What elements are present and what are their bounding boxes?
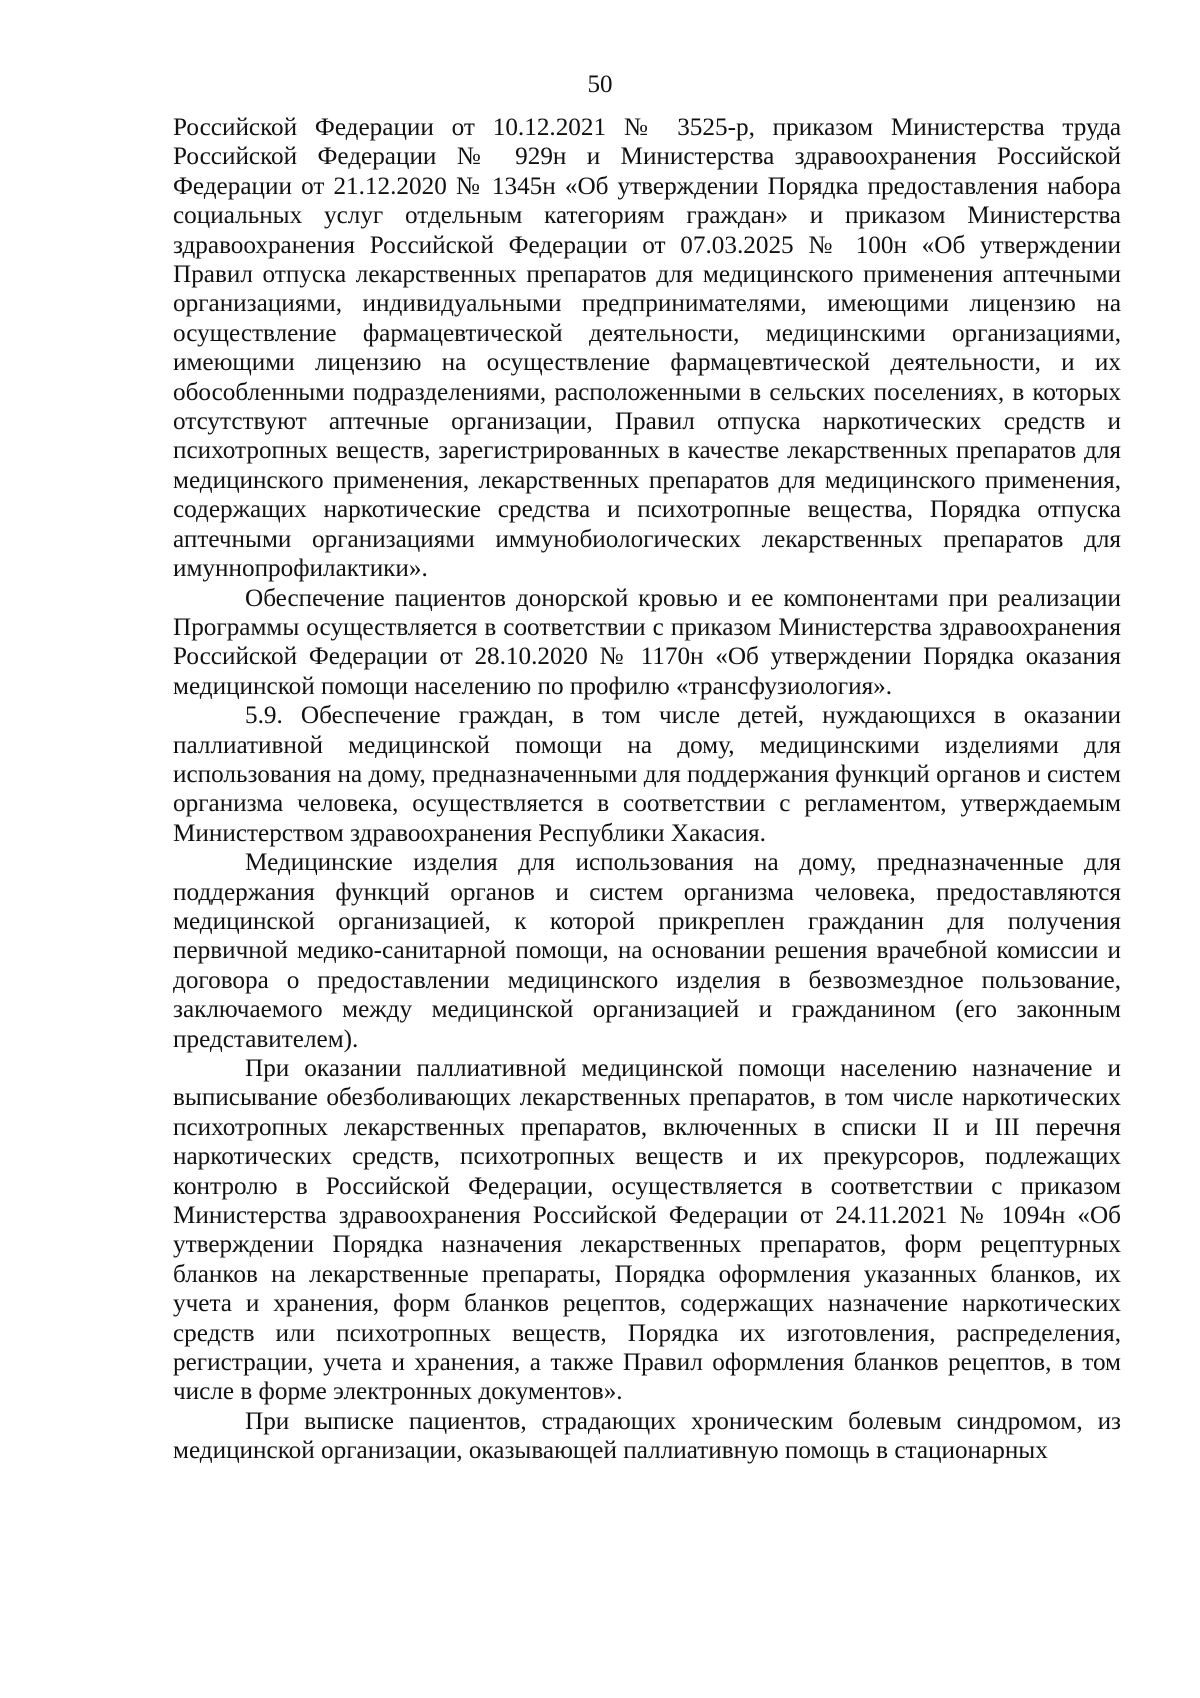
paragraph-patient-discharge: При выписке пациентов, страдающих хроническим болевым синдромом, из медицинской организации, оказывающей паллиативную помощь в стационарных [173,1407,1121,1465]
page-number: 50 [587,71,613,98]
paragraph-5-9-medical-devices: 5.9. Обеспечение граждан, в том числе детей, нуждающихся в оказании паллиативной медицинской помощи на дому, медицинскими изделиями для использования на дому, предназначенными для поддержания функций органов и систем организма человека, осуществляется в соответствии с регламентом, утверждаемым Министерством здравоохранения Республики Хакасия. [173,702,1121,847]
paragraph-regulations-continuation: Российской Федерации от 10.12.2021 № 3525-р, приказом Министерства труда Российской Федерации № 929н и Министерства здравоохранения Российской Федерации от 21.12.2020 № 1345н «Об утверждении Порядка предоставления набора социальных услуг отдельным категориям граждан» и приказом Министерства здравоохранения Российской Федерации от 07.03.2025 № 100н «Об утверждении Правил отпуска лекарственных препаратов для медицинского применения аптечными организациями, индивидуальными предпринимателями, имеющими лицензию на осуществление фармацевтической деятельности, медицинскими организациями, имеющими лицензию на осуществление фармацевтической деятельности, и их обособленными подразделениями, расположенными в сельских поселениях, в которых отсутствуют аптечные организации, Правил отпуска наркотических средств и психотропных веществ, зарегистрированных в качестве лекарственных препаратов для медицинского применения, лекарственных препаратов для медицинского применения, содержащих наркотические средства и психотропные вещества, Порядка отпуска аптечными организациями иммунобиологических лекарственных препаратов для имуннопрофилактики». [173,114,1121,583]
paragraph-home-devices-provision: Медицинские изделия для использования на дому, предназначенные для поддержания функций органов и систем организма человека, предоставляются медицинской организацией, к которой прикреплен гражданин для получения первичной медико-санитарной помощи, на основании решения врачебной комиссии и договора о предоставлении медицинского изделия в безвозмездное пользование, заключаемого между медицинской организацией и гражданином (его законным представителем). [173,849,1121,1053]
paragraph-palliative-analgesics: При оказании паллиативной медицинской помощи населению назначение и выписывание обезболивающих лекарственных препаратов, в том числе наркотических психотропных лекарственных препаратов, включенных в списки II и III перечня наркотических средств, психотропных веществ и их прекурсоров, подлежащих контролю в Российской Федерации, осуществляется в соответствии с приказом Министерства здравоохранения Российской Федерации от 24.11.2021 № 1094н «Об утверждении Порядка назначения лекарственных препаратов, форм рецептурных бланков на лекарственные препараты, Порядка оформления указанных бланков, их учета и хранения, форм бланков рецептов, содержащих назначение наркотических средств или психотропных веществ, Порядка их изготовления, распределения, регистрации, учета и хранения, а также Правил оформления бланков рецептов, в том числе в форме электронных документов». [173,1055,1121,1406]
paragraph-donor-blood: Обеспечение пациентов донорской кровью и ее компонентами при реализации Программы осуществляется в соответствии с приказом Министерства здравоохранения Российской Федерации от 28.10.2020 № 1170н «Об утверждении Порядка оказания медицинской помощи населению по профилю «трансфузиология». [173,584,1121,700]
document-body [173,113,1121,1466]
